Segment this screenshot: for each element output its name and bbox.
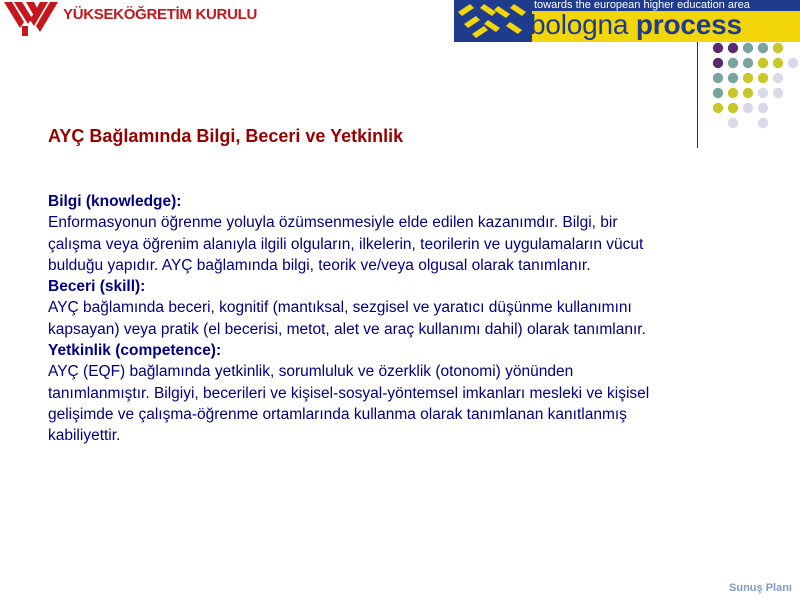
decorative-dot xyxy=(758,103,768,113)
decorative-dot xyxy=(743,43,753,53)
section-heading: Beceri (skill): xyxy=(48,278,146,296)
slide-content xyxy=(48,191,753,447)
bologna-tagline: towards the european higher education area xyxy=(532,0,800,11)
decorative-dot xyxy=(788,58,798,68)
decorative-dot xyxy=(713,88,723,98)
slide-title: AYÇ Bağlamında Bilgi, Beceri ve Yetkinlik xyxy=(48,126,404,146)
decorative-dot xyxy=(758,118,768,128)
decorative-dot xyxy=(758,73,768,83)
body-line: bulduğu yapıdır. AYÇ bağlamında bilgi, teorik ve/veya olgusal olarak tanımlanır. xyxy=(48,256,591,274)
decorative-dot xyxy=(743,103,753,113)
bologna-wordmark xyxy=(530,10,742,40)
decorative-dot xyxy=(713,73,723,83)
body-line: AYÇ bağlamında beceri, kognitif (mantıksal, sezgisel ve yaratıcı düşünme kullanımını xyxy=(48,299,632,317)
body-line: kabiliyettir. xyxy=(48,427,121,445)
decorative-dot xyxy=(758,43,768,53)
decorative-dot xyxy=(728,58,738,68)
decorative-dot xyxy=(758,58,768,68)
decorative-dot xyxy=(743,58,753,68)
body-line: AYÇ (EQF) bağlamında yetkinlik, sorumluluk ve özerklik (otonomi) yönünden xyxy=(48,363,574,381)
body-line: Enformasyonun öğrenme yoluyla özümsenmesiyle elde edilen kazanımdır. Bilgi, bir xyxy=(48,214,618,232)
decorative-dot xyxy=(713,58,723,68)
bologna-wordmark-part2: process xyxy=(635,9,742,40)
yok-emblem-icon xyxy=(2,0,62,38)
decorative-dot xyxy=(713,43,723,53)
decorative-dot xyxy=(743,73,753,83)
decorative-dot xyxy=(773,73,783,83)
section-heading: Yetkinlik (competence): xyxy=(48,342,222,360)
decorative-dot xyxy=(773,88,783,98)
bologna-wordmark-part1: bologna xyxy=(530,9,629,40)
decorative-dot xyxy=(743,88,753,98)
body-line: gelişimde ve çalışma-öğrenme ortamlarında kullanma olarak tanımlanan kanıtlanmış xyxy=(48,405,627,423)
bologna-logo-icon xyxy=(454,0,532,42)
decorative-dot xyxy=(728,103,738,113)
section-heading: Bilgi (knowledge): xyxy=(48,193,182,210)
yok-name: YÜKSEKÖĞRETİM KURULU xyxy=(63,6,258,23)
decorative-dot xyxy=(728,88,738,98)
yok-logo xyxy=(0,0,258,40)
decorative-dot-grid xyxy=(700,38,800,133)
decorative-dot xyxy=(728,73,738,83)
decorative-dot xyxy=(713,103,723,113)
body-line: çalışma veya öğrenim alanıyla ilgili olguların, ilkelerin, teorilerin ve uygulamaların vücut xyxy=(48,235,644,253)
bologna-process-banner xyxy=(454,0,800,42)
decorative-dot xyxy=(773,43,783,53)
sunus-plani-link[interactable]: Sunuş Planı xyxy=(729,582,792,594)
body-line: tanımlanmıştır. Bilgiyi, becerileri ve kişisel-sosyal-yöntemsel imkanları mesleki ve kişisel xyxy=(48,384,650,402)
decorative-dot xyxy=(728,43,738,53)
decorative-dot xyxy=(728,118,738,128)
body-line: kapsayan) veya pratik (el becerisi, metot, alet ve araç kullanımı dahil) olarak tanımlanır. xyxy=(48,320,646,338)
decorative-dot xyxy=(773,58,783,68)
decorative-dot xyxy=(758,88,768,98)
header-divider xyxy=(697,42,698,148)
